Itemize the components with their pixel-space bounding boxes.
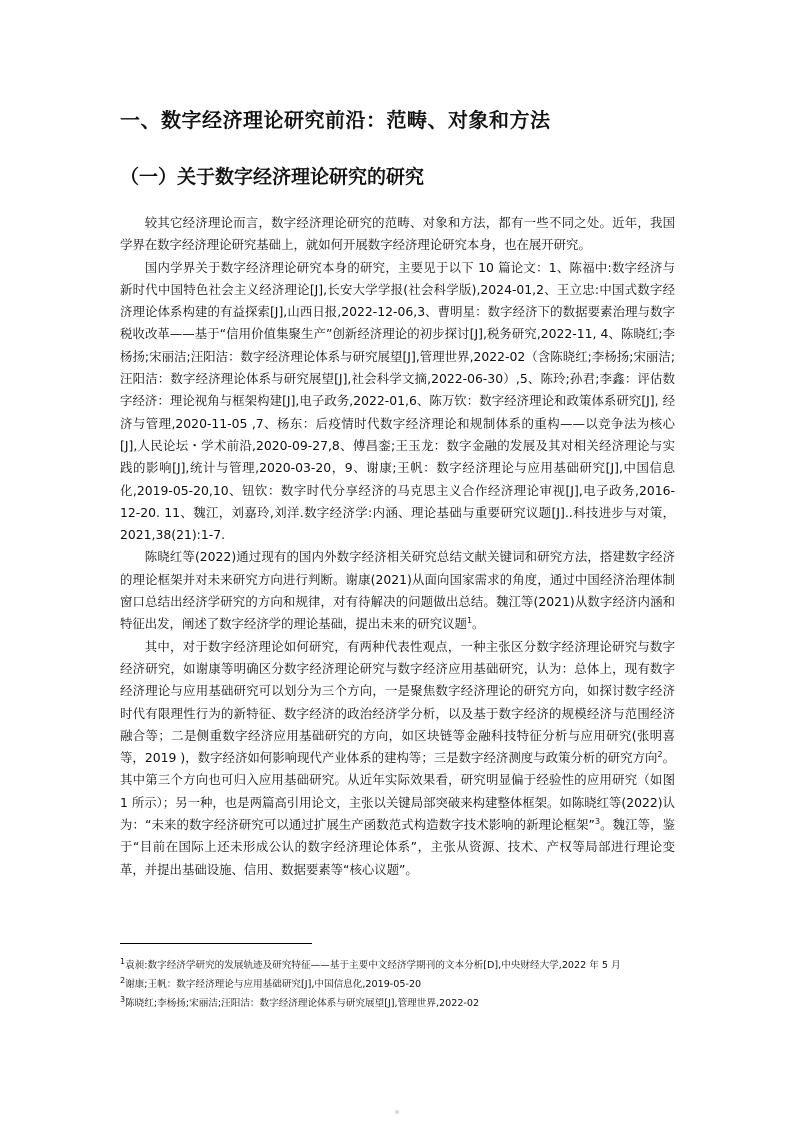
footnote-1	[120, 956, 680, 975]
paragraph-summary-end: 。	[472, 616, 485, 632]
footnote-text-3: 陈晓红;李杨扬;宋丽洁;汪阳洁：数字经济理论体系与研究展望[J],管理世界,2022-02	[125, 998, 480, 1009]
paragraph-summary-text: 陈晓红等(2022)通过现有的国内外数字经济相关研究总结文献关键词和研究方法，搭建数字经济的理论框架并对未来研究方向进行判断。谢康(2021)从面向国家需求的角度，通过中国经济治理体制窗口总结出经济学研究的方向和规律，对有待解决的问题做出总结。魏江等(2021)从数字经济内涵和特征出发，阐述了数字经济学的理论基础，提出未来的研究议题	[120, 549, 675, 632]
paragraph-intro: 较其它经济理论而言，数字经济理论研究的范畴、对象和方法，都有一些不同之处。近年，我国学界在数字经济理论研究基础上，就如何开展数字经济理论研究本身，也在展开研究。	[120, 215, 675, 253]
footnote-ref-2[interactable]: 2	[657, 750, 663, 759]
footnote-ref-3[interactable]: 3	[594, 816, 601, 826]
footnote-number-1: 1	[120, 956, 126, 966]
footnote-number-2: 2	[120, 975, 126, 985]
subsection-heading: （一）关于数字经济理论研究的研究	[120, 166, 425, 188]
footnotes	[120, 956, 680, 1013]
footnote-text-1: 袁昶:数字经济学研究的发展轨迹及研究特征——基于主要中文经济学期刊的文本分析[D],中央财经大学,2022 年 5 月	[125, 960, 621, 971]
footnote-ref-1[interactable]: 1	[466, 616, 473, 626]
paragraph-summary	[120, 546, 675, 635]
footnote-text-2: 谢康;王帆：数字经济理论与应用基础研究[J],中国信息化,2019-05-20	[125, 979, 422, 990]
paragraph-paper-list: 国内学界关于数字经济理论研究本身的研究，主要见于以下 10 篇论文：1、陈福中:数字经济与新时代中国特色社会主义经济理论[J],长安大学学报(社会科学版),2024-01,2、王立忠:中国式数字经济理论体系构建的有益探索[J],山西日报,2022-12-06,3、曹明星：数字经济下的数据要素治理与数字税收改革——基于“信用价值集聚生产”创新经济理论的初步探讨[J],税务研究,2022-11, 4、陈晓红;李杨扬;宋丽洁;汪阳洁：数字经济理论体系与研究展望[J],管理世界,2022-02（含陈晓红;李杨扬;宋丽洁;汪阳洁：数字经济理论体系与研究展望[J],社会科学文摘,2022-06-30）,5、陈玲;孙君;李鑫：评估数字经济：理论视角与框架构建[J],电子政务,2022-01,6、陈万钦：数字经济理论和政策体系研究[J], 经济与管理,2020-11-05 ,7、杨东：后疫情时代数字经济理论和规制体系的重构——以竞争法为核心[J],人民论坛・学术前沿,2020-09-27,8、傅昌銮;王玉龙：数字金融的发展及其对相关经济理论与实践的影响[J],统计与管理,2020-03-20，9、谢康;王帆：数字经济理论与应用基础研究[J],中国信息化,2019-05-20,10、钮钦：数字时代分享经济的马克思主义合作经济理论审视[J],电子政务,2016-12-20. 11、魏江，刘嘉玲,刘洋.数字经济学:内涵、理论基础与重要研究议题[J]..科技进步与对策，2021,38(21):1-7.	[120, 259, 675, 543]
body-text	[120, 212, 675, 881]
footnote-2	[120, 975, 680, 994]
footnote-number-3: 3	[120, 994, 126, 1004]
paragraph-viewpoints	[120, 636, 675, 881]
footnote-divider	[120, 943, 312, 944]
paragraph-viewpoints-part2: 。其中第三个方向也可归入应用基础研究。从近年实际效果看，研究明显偏于经验性的应用研究（如图 1 所示）；另一种，也是两篇高引用论文，主张以关键局部突破来构建整体框架。如陈晓红等(2022)认为：“未来的数字经济研究可以通过扩展生产函数范式构造数字技术影响的新理论框架”	[120, 750, 676, 833]
paragraph-viewpoints-part3: 。魏江等，鉴于“目前在国际上还未形成公认的数字经济理论体系”，主张从资源、技术、产权等局部进行理论变革，并提出基础设施、信用、数据要素等“核心议题”。	[120, 817, 676, 877]
section-heading: 一、数字经济理论研究前沿：范畴、对象和方法	[120, 108, 551, 132]
paragraph-viewpoints-part1: 其中，对于数字经济理论如何研究，有两种代表性观点，一种主张区分数字经济理论研究与数字经济研究，如谢康等明确区分数字经济理论研究与数字经济应用基础研究，认为：总体上，现有数字经济理论与应用基础研究可以划分为三个方向，一是聚焦数字经济理论的研究方向，如探讨数字经济时代有限理性行为的新特征、数字经济的政治经济学分析，以及基于数字经济的规模经济与范围经济融合等；二是侧重数字经济应用基础研究的方向，如区块链等金融科技特征分析与应用研究(张明喜等，2019 )，数字经济如何影响现代产业体系的建构等；三是数字经济测度与政策分析的研究方向	[120, 638, 675, 766]
footnote-3	[120, 994, 680, 1013]
page-marker-dot	[395, 1110, 399, 1114]
